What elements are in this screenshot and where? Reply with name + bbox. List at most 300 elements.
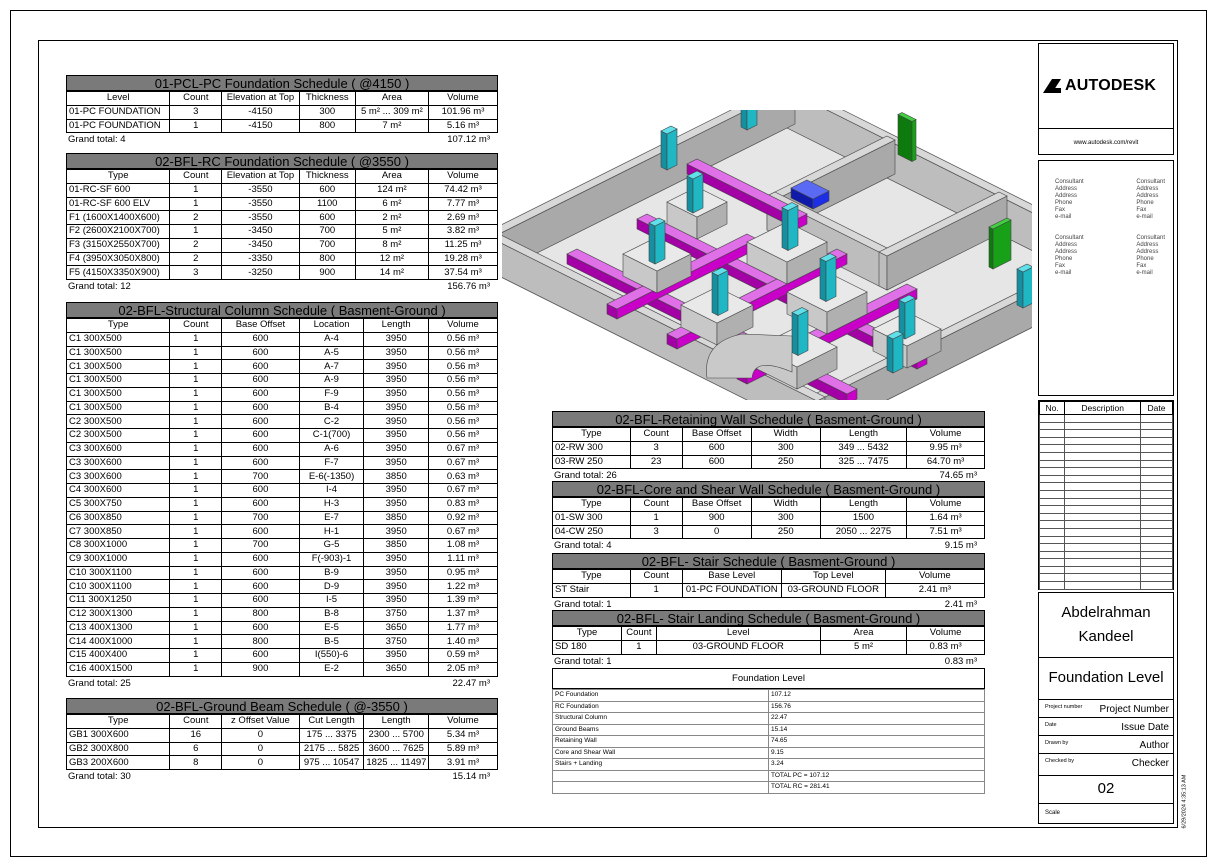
table-cell: 5 m² ... 309 m² <box>355 105 428 119</box>
table-cell: 1 <box>622 640 657 654</box>
column-header: Thickness <box>299 92 355 106</box>
table-cell: C10 300X1100 <box>67 580 170 594</box>
column-header: Count <box>170 319 222 333</box>
table-cell: A-6 <box>299 442 364 456</box>
column-header: Area <box>355 92 428 106</box>
revision-row[interactable] <box>1040 415 1173 423</box>
revision-row[interactable] <box>1040 498 1173 506</box>
schedule-title: 02-BFL-Core and Shear Wall Schedule ( Basment-Ground ) <box>552 481 985 497</box>
table-cell: 700 <box>222 511 300 525</box>
column-header: Length <box>364 319 429 333</box>
table-row[interactable] <box>67 374 498 388</box>
consultant-line: Address <box>1055 193 1078 199</box>
table-cell: 03-GROUND FLOOR <box>656 640 820 654</box>
table-cell: 3950 <box>364 566 429 580</box>
table-cell: 1 <box>170 662 222 676</box>
table-row[interactable] <box>67 525 498 539</box>
summary-row <box>553 701 985 713</box>
consultant-line: Fax <box>1055 263 1066 269</box>
table-row[interactable] <box>67 442 498 456</box>
table-cell: 1 <box>170 401 222 415</box>
summary-row <box>553 770 985 782</box>
column-header: Type <box>67 170 170 184</box>
autodesk-url[interactable]: www.autodesk.com/revit <box>1073 140 1139 146</box>
column-header: Count <box>170 92 222 106</box>
table-cell: 900 <box>299 266 355 280</box>
table-cell: 600 <box>222 525 300 539</box>
foundation-level-summary <box>552 668 985 794</box>
revision-header-row <box>1040 402 1173 415</box>
table-cell: 3750 <box>364 635 429 649</box>
column-header: Type <box>67 715 170 729</box>
table-cell: 3950 <box>364 649 429 663</box>
table-cell: 1 <box>170 119 222 133</box>
revision-row[interactable] <box>1040 566 1173 574</box>
table-cell: 1825 ... 11497 <box>364 756 429 770</box>
revision-row[interactable] <box>1040 460 1173 468</box>
table-cell: 1.40 m³ <box>429 635 498 649</box>
table-cell: 325 ... 7475 <box>820 455 906 469</box>
grand-total-value: 0.83 m³ <box>944 655 977 667</box>
column-side <box>826 257 836 302</box>
schedule-title: 02-BFL- Stair Landing Schedule ( Basment-Ground ) <box>552 610 985 626</box>
table-cell: 5.34 m³ <box>429 728 498 742</box>
table-cell: A-5 <box>299 346 364 360</box>
table-cell: F3 (3150X2550X700) <box>67 238 170 252</box>
table-cell: C3 300X600 <box>67 470 170 484</box>
table-cell: 6 m² <box>355 197 428 211</box>
table-cell: 600 <box>222 387 300 401</box>
scale-label: Scale <box>1045 810 1061 816</box>
column-header: Width <box>751 428 820 442</box>
table-cell: 3.82 m³ <box>429 225 498 239</box>
table-cell: 0.83 m³ <box>907 640 985 654</box>
column-header: Level <box>656 627 820 641</box>
grand-total-label: Grand total: 1 <box>554 655 612 667</box>
table-cell: 2.69 m³ <box>429 211 498 225</box>
table-cell: 1 <box>170 225 222 239</box>
table-cell: 3950 <box>364 332 429 346</box>
table-cell: 1 <box>170 197 222 211</box>
column-side <box>667 129 677 170</box>
grand-total-row <box>552 655 985 668</box>
table-row[interactable] <box>67 346 498 360</box>
table-row[interactable] <box>67 484 498 498</box>
info-value[interactable]: Issue Date <box>1121 722 1169 733</box>
table-cell: 1 <box>170 387 222 401</box>
table-cell: 1 <box>170 415 222 429</box>
schedule-title: 02-BFL-RC Foundation Schedule ( @3550 ) <box>66 153 498 169</box>
table-cell: 01-RC-SF 600 ELV <box>67 197 170 211</box>
revision-row[interactable] <box>1040 490 1173 498</box>
structural-column-schedule <box>66 302 498 690</box>
table-row[interactable] <box>553 455 985 469</box>
consultant-line: Fax <box>1136 263 1147 269</box>
consultant-line: Consultant <box>1136 235 1165 241</box>
revision-row[interactable] <box>1040 544 1173 552</box>
table-cell: C-1(700) <box>299 429 364 443</box>
table-row[interactable] <box>553 511 985 525</box>
table-cell: 2.05 m³ <box>429 662 498 676</box>
schedule-header-row <box>67 92 498 106</box>
table-cell: 7 m² <box>355 119 428 133</box>
summary-row <box>553 724 985 736</box>
table-cell: 600 <box>682 455 751 469</box>
table-row[interactable] <box>67 238 498 252</box>
table-cell: C5 300X750 <box>67 497 170 511</box>
schedule-title: 02-BFL- Stair Schedule ( Basment-Ground ) <box>552 553 985 569</box>
table-row[interactable] <box>553 583 985 597</box>
consultant-line: Phone <box>1055 200 1073 206</box>
table-cell: C13 400X1300 <box>67 621 170 635</box>
table-row[interactable] <box>67 429 498 443</box>
table-row[interactable] <box>67 635 498 649</box>
table-cell: 900 <box>682 511 751 525</box>
table-cell: 8 m² <box>355 238 428 252</box>
autodesk-logo-text: AUTODESK <box>1065 77 1157 94</box>
foundation-3d-model <box>502 110 1032 400</box>
column-face <box>687 176 693 213</box>
summary-cell: 74.65 <box>769 736 985 748</box>
table-cell: 1 <box>170 442 222 456</box>
table-row[interactable] <box>67 607 498 621</box>
schedule-header-row <box>553 570 985 584</box>
grand-total-value: 74.65 m³ <box>939 470 977 482</box>
table-cell: 600 <box>299 183 355 197</box>
consultants-panel <box>1038 160 1174 396</box>
grand-total-value: 2.41 m³ <box>944 598 977 610</box>
summary-cell: RC Foundation <box>553 701 769 713</box>
revision-row[interactable] <box>1040 452 1173 460</box>
retaining-wall-face <box>879 252 887 290</box>
revision-row[interactable] <box>1040 506 1173 514</box>
stair-landing-schedule <box>552 610 985 668</box>
revision-row[interactable] <box>1040 513 1173 521</box>
grand-total-row <box>66 677 498 690</box>
column-header: Length <box>364 715 429 729</box>
summary-cell: 3.24 <box>769 759 985 771</box>
table-cell: 1.77 m³ <box>429 621 498 635</box>
grand-total-value: 156.76 m³ <box>447 281 490 292</box>
summary-cell: 156.76 <box>769 701 985 713</box>
table-cell: -3350 <box>222 252 300 266</box>
table-row[interactable] <box>67 401 498 415</box>
table-cell: 0 <box>222 728 300 742</box>
sheet-name: Foundation Level <box>1048 669 1164 686</box>
column-header: Thickness <box>299 170 355 184</box>
table-cell: B-4 <box>299 401 364 415</box>
table-row[interactable] <box>67 183 498 197</box>
summary-cell: 107.12 <box>769 690 985 702</box>
table-cell: 600 <box>299 211 355 225</box>
summary-cell: TOTAL RC = 281.41 <box>769 782 985 794</box>
table-cell: 3 <box>170 105 222 119</box>
table-cell: H-3 <box>299 497 364 511</box>
table-cell: 1 <box>170 497 222 511</box>
table-cell: 3 <box>170 266 222 280</box>
table-cell: F-7 <box>299 456 364 470</box>
table-row[interactable] <box>67 225 498 239</box>
revision-row[interactable] <box>1040 437 1173 445</box>
table-cell: A-9 <box>299 374 364 388</box>
table-row[interactable] <box>553 441 985 455</box>
table-cell: -3550 <box>222 183 300 197</box>
table-cell: 3 <box>630 525 682 539</box>
table-cell: 0.56 m³ <box>429 374 498 388</box>
revision-row[interactable] <box>1040 468 1173 476</box>
column-header: Type <box>553 570 631 584</box>
table-cell: 1.39 m³ <box>429 594 498 608</box>
summary-cell: Core and Shear Wall <box>553 747 769 759</box>
revision-row[interactable] <box>1040 551 1173 559</box>
table-row[interactable] <box>67 662 498 676</box>
table-cell: 1100 <box>299 197 355 211</box>
table-cell: I-4 <box>299 484 364 498</box>
table-cell: 7.77 m³ <box>429 197 498 211</box>
table-row[interactable] <box>67 539 498 553</box>
consultant-line: Phone <box>1055 256 1073 262</box>
info-label: Project number <box>1045 704 1083 710</box>
schedule-title: 02-BFL-Ground Beam Schedule ( @-3550 ) <box>66 698 498 714</box>
table-cell: 1 <box>170 332 222 346</box>
grand-total-label: Grand total: 26 <box>554 470 617 482</box>
column-header: Type <box>553 627 622 641</box>
table-cell: 0 <box>222 742 300 756</box>
table-cell: 1 <box>170 470 222 484</box>
table-cell: 3850 <box>364 470 429 484</box>
table-cell: F4 (3950X3050X800) <box>67 252 170 266</box>
consultant-line: Consultant <box>1136 179 1165 185</box>
table-row[interactable] <box>67 470 498 484</box>
revision-row[interactable] <box>1040 536 1173 544</box>
column-side <box>693 174 703 213</box>
table-cell: 14 m² <box>355 266 428 280</box>
table-cell: 300 <box>751 441 820 455</box>
table-cell: 600 <box>222 552 300 566</box>
grand-total-label: Grand total: 12 <box>68 281 131 292</box>
schedule-header-row <box>553 498 985 512</box>
table-cell: -4150 <box>222 105 300 119</box>
table-row[interactable] <box>67 497 498 511</box>
table-cell: 0.83 m³ <box>429 497 498 511</box>
table-cell: A-7 <box>299 360 364 374</box>
table-row[interactable] <box>67 756 498 770</box>
table-cell: 800 <box>299 119 355 133</box>
consultant-line: Fax <box>1136 207 1147 213</box>
column-side <box>893 334 903 373</box>
table-cell: 01-PC FOUNDATION <box>67 105 170 119</box>
retaining-wall-schedule <box>552 411 985 482</box>
table-row[interactable] <box>67 105 498 119</box>
table-row[interactable] <box>67 566 498 580</box>
table-cell: C1 300X500 <box>67 332 170 346</box>
revision-row[interactable] <box>1040 528 1173 536</box>
table-row[interactable] <box>67 252 498 266</box>
table-cell: 900 <box>222 662 300 676</box>
table-row[interactable] <box>67 456 498 470</box>
table-cell: D-9 <box>299 580 364 594</box>
info-value[interactable]: Author <box>1139 740 1169 751</box>
table-cell: 0.59 m³ <box>429 649 498 663</box>
table-cell: 3950 <box>364 415 429 429</box>
table-cell: 64.70 m³ <box>907 455 985 469</box>
column-header: Count <box>630 498 682 512</box>
revision-row[interactable] <box>1040 445 1173 453</box>
table-cell: 12 m² <box>355 252 428 266</box>
table-cell: 975 ... 10547 <box>299 756 364 770</box>
column-face <box>649 223 655 264</box>
shear-wall-face <box>989 227 993 269</box>
table-row[interactable] <box>67 266 498 280</box>
summary-row <box>553 690 985 702</box>
table-row[interactable] <box>67 594 498 608</box>
table-cell: 1 <box>170 183 222 197</box>
column-header: Length <box>820 498 906 512</box>
revision-table <box>1038 400 1174 590</box>
table-cell: C9 300X1000 <box>67 552 170 566</box>
column-header: Elevation at Top <box>222 170 300 184</box>
column-face <box>741 110 747 130</box>
table-cell: 3950 <box>364 525 429 539</box>
table-cell: 7.51 m³ <box>907 525 985 539</box>
column-header: Type <box>553 498 631 512</box>
table-row[interactable] <box>67 552 498 566</box>
revision-row[interactable] <box>1040 574 1173 582</box>
table-cell: 16 <box>170 728 222 742</box>
consultant-line: Phone <box>1136 256 1154 262</box>
revision-row[interactable] <box>1040 559 1173 567</box>
column-face <box>887 336 893 373</box>
table-cell: 2 <box>170 252 222 266</box>
table-row[interactable] <box>67 728 498 742</box>
table-cell: 700 <box>299 225 355 239</box>
summary-cell <box>553 782 769 794</box>
info-value[interactable]: Checker <box>1131 758 1169 769</box>
table-cell: 250 <box>751 525 820 539</box>
table-cell: 1.11 m³ <box>429 552 498 566</box>
ground-beam-schedule <box>66 698 498 783</box>
table-cell: 0.56 m³ <box>429 387 498 401</box>
table-row[interactable] <box>67 360 498 374</box>
core-shear-wall-schedule <box>552 481 985 552</box>
table-cell: 0.67 m³ <box>429 525 498 539</box>
table-cell: 1.64 m³ <box>907 511 985 525</box>
table-cell: 300 <box>751 511 820 525</box>
table-row[interactable] <box>67 742 498 756</box>
table-cell: 3850 <box>364 539 429 553</box>
table-cell: 3950 <box>364 442 429 456</box>
table-cell: 0 <box>682 525 751 539</box>
table-cell: 349 ... 5432 <box>820 441 906 455</box>
table-cell: 01-PC FOUNDATION <box>682 583 781 597</box>
table-row[interactable] <box>67 621 498 635</box>
summary-cell: 9.15 <box>769 747 985 759</box>
column-side <box>905 298 915 339</box>
table-row[interactable] <box>67 511 498 525</box>
column-header: z Offset Value <box>222 715 300 729</box>
revision-header: No. <box>1040 402 1065 415</box>
table-cell: 3950 <box>364 484 429 498</box>
summary-cell: Retaining Wall <box>553 736 769 748</box>
table-row[interactable] <box>67 332 498 346</box>
table-row[interactable] <box>553 640 985 654</box>
revision-row[interactable] <box>1040 422 1173 430</box>
revision-row[interactable] <box>1040 475 1173 483</box>
table-row[interactable] <box>67 580 498 594</box>
consultant-line: Address <box>1055 242 1078 248</box>
table-row[interactable] <box>553 525 985 539</box>
table-cell: 600 <box>222 484 300 498</box>
table-cell: C2 300X500 <box>67 415 170 429</box>
consultant-line: e-mail <box>1136 214 1153 220</box>
table-cell: 3950 <box>364 580 429 594</box>
table-cell: 1 <box>170 511 222 525</box>
table-row[interactable] <box>67 415 498 429</box>
revision-row[interactable] <box>1040 430 1173 438</box>
table-row[interactable] <box>67 197 498 211</box>
table-cell: G-5 <box>299 539 364 553</box>
revision-row[interactable] <box>1040 582 1173 590</box>
table-cell: 74.42 m³ <box>429 183 498 197</box>
column-header: Volume <box>429 715 498 729</box>
pc-foundation-schedule <box>66 75 498 146</box>
table-cell: 600 <box>222 456 300 470</box>
table-cell: 11.25 m³ <box>429 238 498 252</box>
table-cell: 3950 <box>364 456 429 470</box>
column-header: Area <box>820 627 906 641</box>
table-cell: 0.92 m³ <box>429 511 498 525</box>
table-cell: 250 <box>751 455 820 469</box>
revision-row[interactable] <box>1040 483 1173 491</box>
table-row[interactable] <box>67 211 498 225</box>
table-cell: C1 300X500 <box>67 360 170 374</box>
table-cell: -3250 <box>222 266 300 280</box>
table-cell: 600 <box>222 649 300 663</box>
table-cell: 101.96 m³ <box>429 105 498 119</box>
table-cell: 3950 <box>364 360 429 374</box>
table-cell: 02-RW 300 <box>553 441 631 455</box>
table-cell: 1 <box>170 594 222 608</box>
table-row[interactable] <box>67 387 498 401</box>
table-cell: ST Stair <box>553 583 631 597</box>
table-row[interactable] <box>67 649 498 663</box>
logo-panel <box>1038 43 1174 155</box>
column-header: Base Level <box>682 570 781 584</box>
summary-row <box>553 747 985 759</box>
table-cell: C8 300X1000 <box>67 539 170 553</box>
column-header: Count <box>630 570 682 584</box>
table-cell: F2 (2600X2100X700) <box>67 225 170 239</box>
info-row <box>1039 736 1173 754</box>
revision-row[interactable] <box>1040 521 1173 529</box>
table-cell: C3 300X600 <box>67 442 170 456</box>
grand-total-row <box>66 280 498 293</box>
shear-wall-face <box>898 115 912 162</box>
table-cell: 19.28 m³ <box>429 252 498 266</box>
table-row[interactable] <box>67 119 498 133</box>
info-value[interactable]: Project Number <box>1099 704 1169 715</box>
table-cell: 2050 ... 2275 <box>820 525 906 539</box>
consultant-line: Fax <box>1055 207 1066 213</box>
column-header: Volume <box>907 498 985 512</box>
table-cell: 600 <box>682 441 751 455</box>
table-cell: 1 <box>170 360 222 374</box>
table-cell: 3950 <box>364 346 429 360</box>
column-header: Elevation at Top <box>222 92 300 106</box>
table-cell: C7 300X850 <box>67 525 170 539</box>
schedule-header-row <box>67 319 498 333</box>
column-side <box>798 311 808 356</box>
